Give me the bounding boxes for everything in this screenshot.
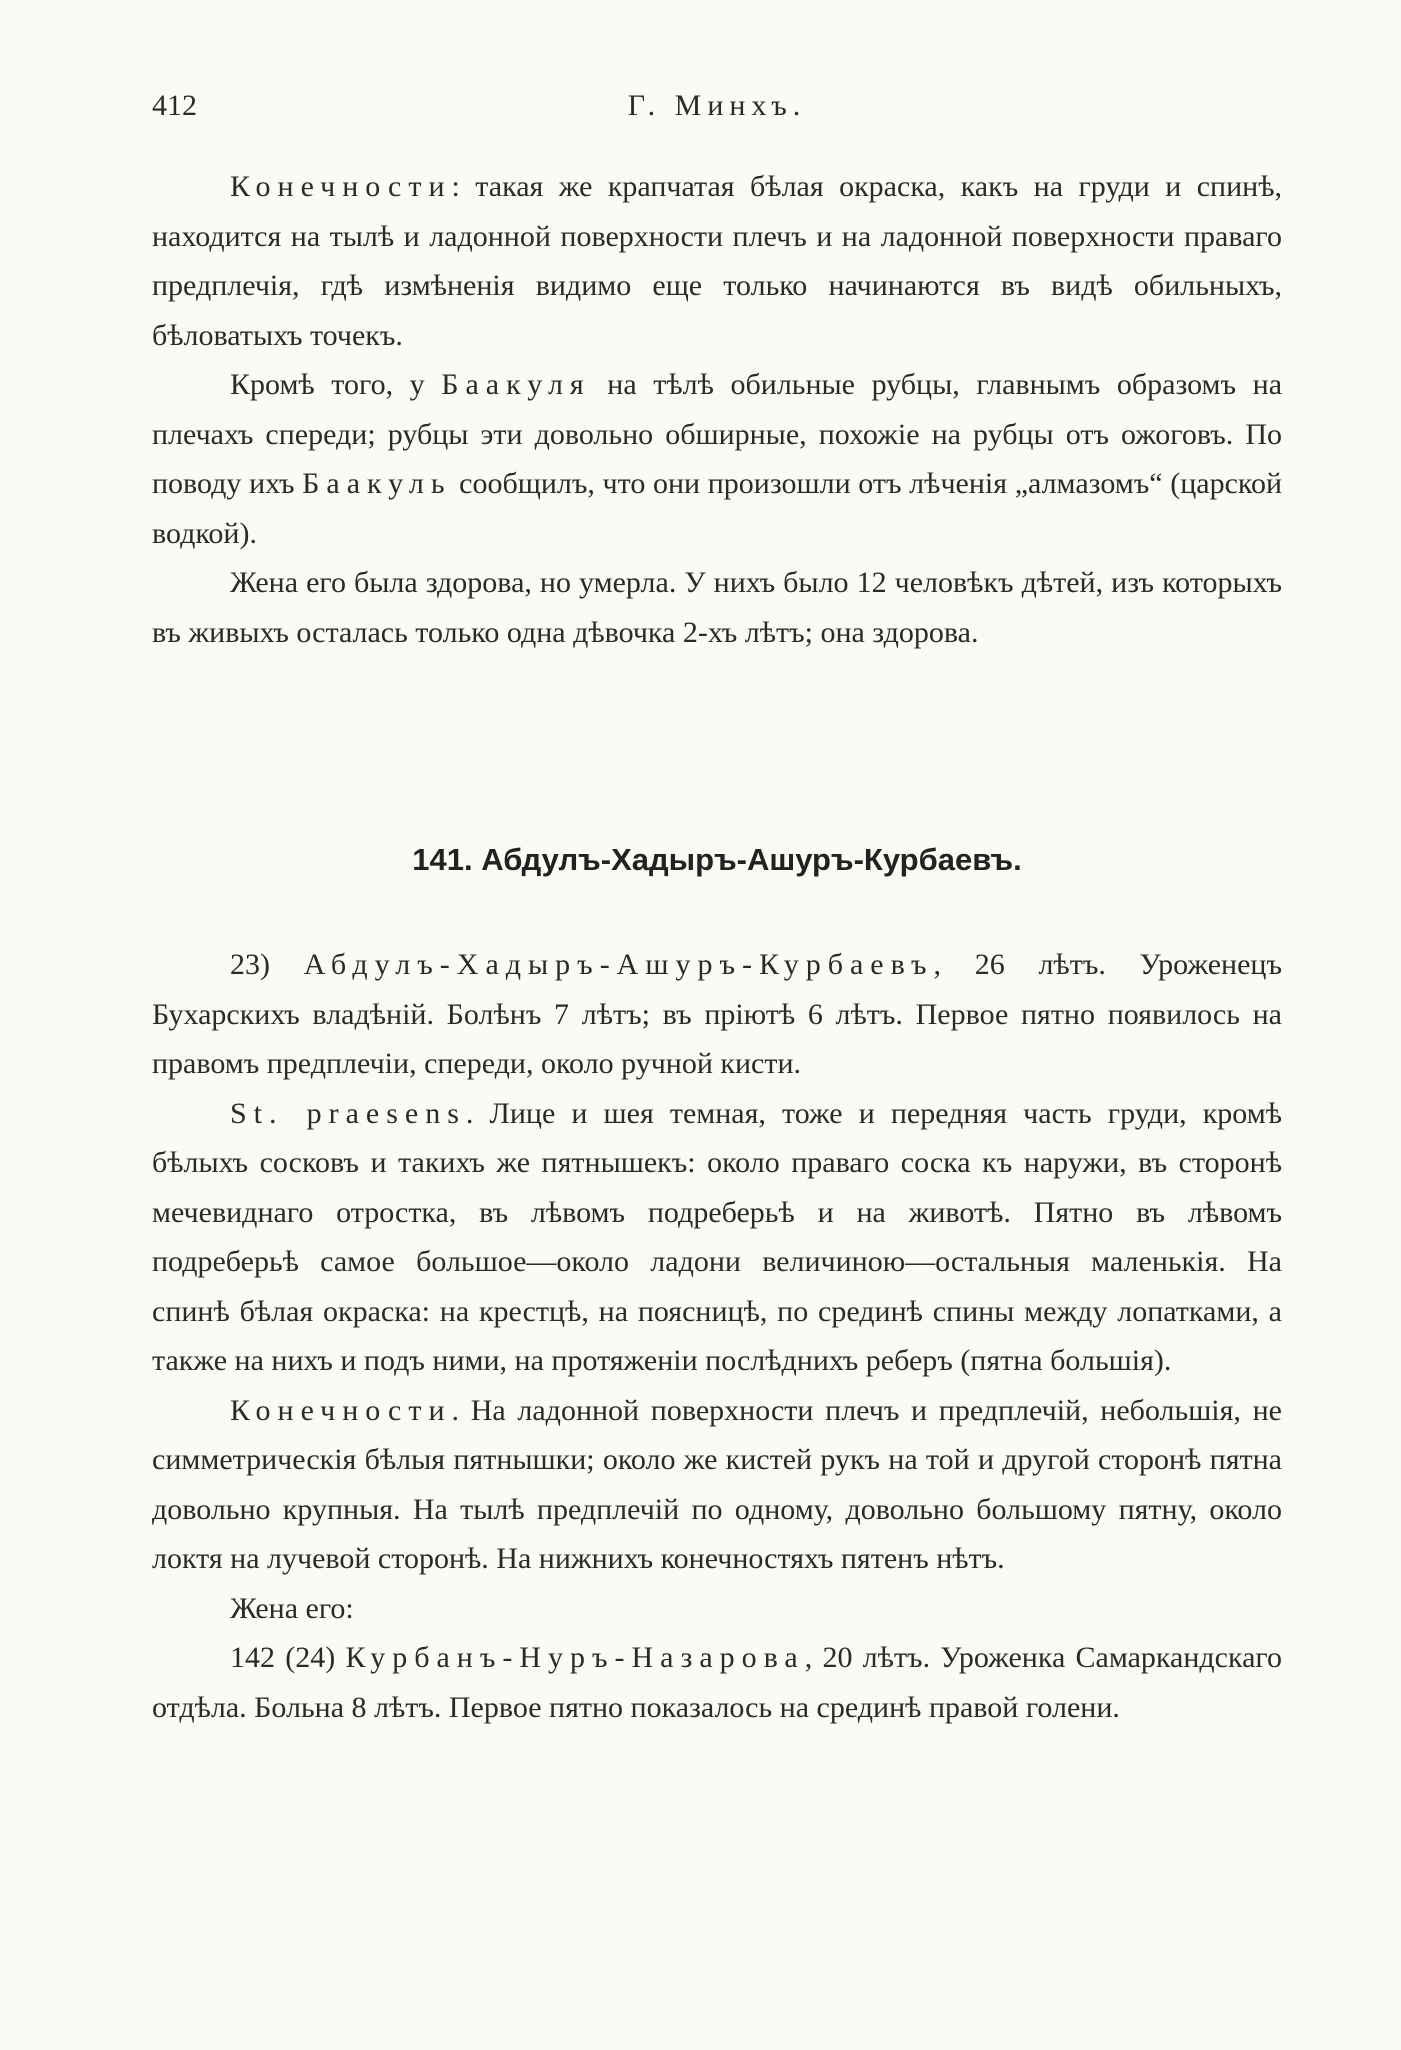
paragraph-text: на тѣлѣ обильные рубцы, главнымъ образомъ на плечахъ спереди; рубцы эти довольно обширные, похожіе на рубцы отъ ожоговъ. По поводу ихъ <box>152 368 1283 500</box>
paragraph-text: , 20 лѣтъ. Уроженка Самаркандскаго отдѣла. Больна 8 лѣтъ. Первое пятно показалось на срединѣ правой голени. <box>152 1641 1282 1724</box>
paragraph-text: : такая же крапчатая бѣлая окраска, какъ на груди и спинѣ, находится на тылѣ и ладонной поверхности плечъ и на ладонной поверхности праваго предплечія, гдѣ измѣненія видимо еще только начинаются въ видѣ обильныхъ, бѣловатыхъ точекъ. <box>152 170 1282 352</box>
spaced-term: St. praesens <box>230 1096 466 1130</box>
paragraph-scars <box>152 360 1282 558</box>
paragraph-wife: Жена его была здорова, но умерла. У нихъ было 12 человѣкъ дѣтей, изъ которыхъ въ живыхъ осталась только одна дѣвочка 2-хъ лѣтъ; она здорова. <box>152 566 1282 649</box>
paragraph-text: . На ладонной поверхности плечъ и предплечій, небольшія, не симметрическія бѣлыя пятнышки; около же кистей рукъ на той и другой сторонѣ пятна довольно крупныя. На тылѣ предплечій по одному, довольно большому пятну, около локтя на лучевой сторонѣ. На нижнихъ конечностяхъ пятенъ нѣтъ. <box>152 1393 1282 1575</box>
spaced-term: Конечности <box>230 1393 452 1427</box>
section-heading: 141. Абдулъ-Хадыръ-Ашуръ-Курбаевъ. <box>412 842 1022 877</box>
paragraph-text: . Лице и шея темная, тоже и передняя часть груди, кромѣ бѣлыхъ сосковъ и такихъ же пятнышекъ: около праваго соска къ наружи, въ сторонѣ мечевиднаго отростка, въ лѣвомъ подреберьѣ и на животѣ. Пятно въ лѣвомъ подреберьѣ самое большое—около ладони величиною—остальныя маленькія. На спинѣ бѣлая окраска: на крестцѣ, на поясницѣ, по срединѣ спины между лопатками, а также на нихъ и подъ ними, на протяженіи послѣднихъ реберъ (пятна большія). <box>152 1096 1282 1377</box>
paragraph-wife-label: Жена его: <box>230 1591 354 1625</box>
spaced-name: Курбанъ-Нуръ-Назарова <box>345 1641 805 1674</box>
paragraph-case-intro <box>152 940 1282 1089</box>
paragraph-case-142 <box>152 1633 1282 1732</box>
running-head: Г. Минхъ. <box>627 89 807 122</box>
spaced-term: Конечности <box>230 170 452 203</box>
paragraph-text: Кромѣ того, у <box>230 368 442 401</box>
case-number: 23) <box>230 948 304 981</box>
paragraph-text: сообщилъ, что они произошли отъ лѣченія „алмазомъ“ (царской водкой). <box>152 467 1283 550</box>
spaced-name: Абдулъ-Хадыръ-Ашуръ-Курбаевъ <box>303 948 934 981</box>
page-header <box>152 86 1282 126</box>
paragraph-status-praesens <box>152 1089 1282 1386</box>
spaced-name: Баакуль <box>302 467 452 500</box>
paragraph-text: , 26 лѣтъ. Уроженецъ Бухарскихъ владѣній. Болѣнъ 7 лѣтъ; въ пріютѣ 6 лѣтъ. Первое пятно появилось на правомъ предплечіи, спереди, около ручной кисти. <box>152 948 1282 1080</box>
text-block-continuation <box>152 162 1282 657</box>
page-number: 412 <box>152 89 197 122</box>
paragraph-extremities <box>152 162 1282 360</box>
paragraph-extremities <box>152 1386 1282 1584</box>
case-number: 142 (24) <box>230 1641 346 1674</box>
text-block-case-141 <box>152 940 1282 1732</box>
spaced-name: Баакуля <box>441 368 591 401</box>
